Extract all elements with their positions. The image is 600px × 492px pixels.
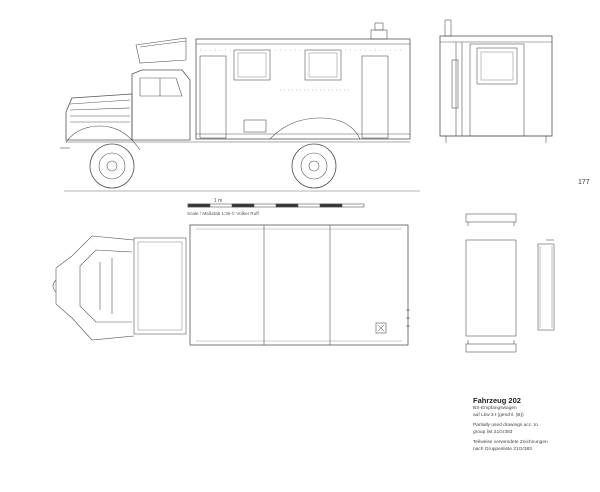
caption-title: Fahrzeug 202 <box>473 396 521 405</box>
caption-english-note-line: group list 21Gr383 <box>473 429 513 435</box>
door-detail-drawing <box>466 214 516 352</box>
top-view-drawing <box>53 225 410 345</box>
caption-german-note <box>473 440 593 453</box>
rear-view-drawing <box>440 20 552 143</box>
caption-english-note <box>473 423 593 436</box>
caption-block <box>473 396 593 458</box>
caption-german-note-line: nach Gruppenliste 21Gr383 <box>473 446 532 452</box>
caption-description-line: BS-Empfangswagen <box>473 406 517 411</box>
side-view-drawing <box>60 23 420 191</box>
side-panel-detail-drawing <box>538 240 554 330</box>
scale-unit-label: 1 m <box>214 198 223 204</box>
scale-bar <box>188 204 364 207</box>
caption-description-line: auf Lkw 3 t (geschl. (B)) <box>473 412 524 418</box>
page-number: 177 <box>578 179 590 186</box>
caption-description <box>473 406 593 419</box>
scale-caption: Scale / Maßstab 1:35 © Volker Ruff <box>187 211 259 216</box>
caption-german-note-line: Teilweise verwendete Zeichnungen <box>473 440 548 446</box>
caption-english-note-line: Partially used drawings acc. to <box>473 423 538 429</box>
